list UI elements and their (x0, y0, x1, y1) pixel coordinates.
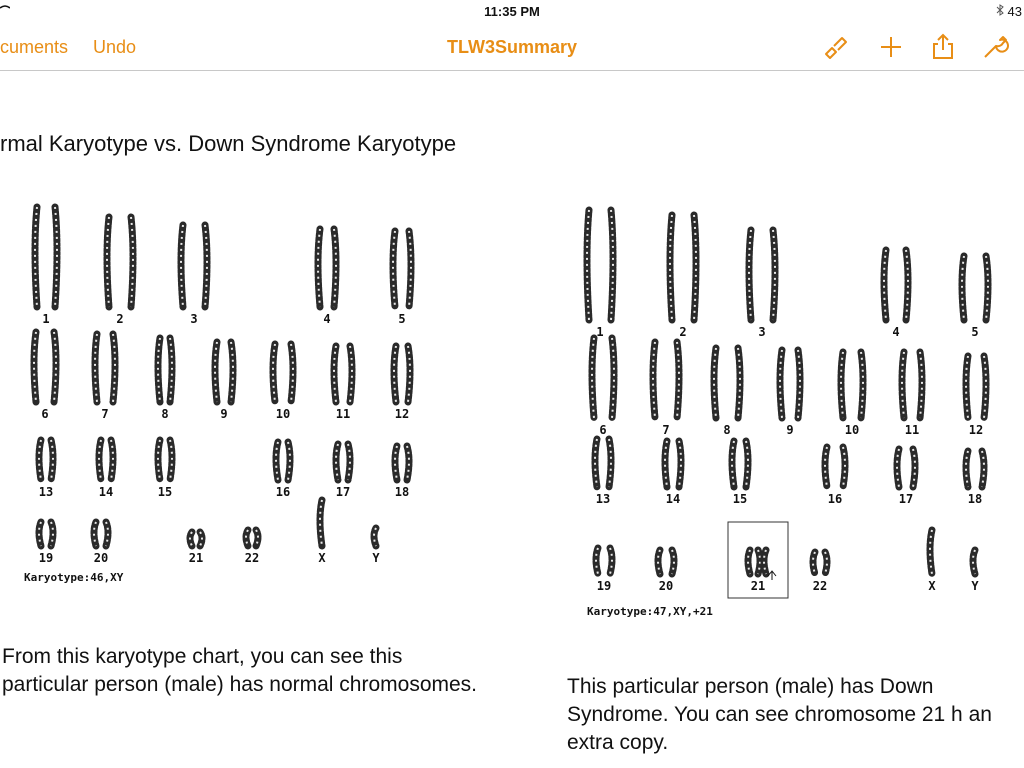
normal-chromosome-6 (54, 332, 56, 402)
normal-chromosome-2 (131, 217, 133, 307)
down-chromosome-22 (825, 552, 827, 574)
normal-chromosome-22 (256, 530, 258, 546)
down-karyotype-image (570, 200, 1024, 635)
down-chromosome-20 (658, 550, 660, 574)
bluetooth-icon (996, 4, 1008, 19)
normal-chromosomes (34, 207, 411, 546)
down-chromosome-6 (612, 338, 614, 418)
normal-label-2: 2 (116, 312, 124, 326)
normal-chromosome-12 (394, 346, 396, 402)
down-chromosome-5 (986, 256, 988, 320)
share-icon[interactable] (928, 32, 958, 62)
normal-label-20: 20 (93, 551, 109, 565)
normal-chromosome-5 (393, 231, 395, 307)
down-label-13: 13 (595, 492, 611, 506)
document-heading: rmal Karyotype vs. Down Syndrome Karyotype (0, 131, 457, 156)
down-chromosome-3 (773, 230, 775, 320)
wrench-icon[interactable] (980, 32, 1010, 62)
down-chromosome-15 (746, 441, 748, 487)
normal-chromosome-16 (276, 442, 278, 480)
normal-chromosome-9 (231, 342, 233, 402)
documents-back-button[interactable]: cuments (0, 37, 69, 57)
battery-percent: 43 (1007, 4, 1022, 19)
down-chromosome-20 (672, 550, 674, 574)
down-label-2: 2 (679, 325, 687, 339)
normal-label-12: 12 (394, 407, 410, 421)
down-label-19: 19 (596, 579, 612, 593)
down-caption: This particular person (male) has Down Syndrome. You can see chromosome 21 h an extra copy. (567, 675, 992, 754)
down-chromosome-22 (813, 552, 815, 574)
normal-chromosome-13 (51, 440, 53, 480)
normal-label-17: 17 (335, 485, 351, 499)
normal-label-19: 19 (38, 551, 54, 565)
normal-chromosome-22 (246, 530, 248, 546)
down-chromosome-16 (843, 447, 845, 487)
normal-label-9: 9 (220, 407, 228, 421)
down-chromosome-11 (920, 352, 922, 418)
down-chromosome-15 (732, 441, 734, 487)
down-label-15: 15 (732, 492, 748, 506)
normal-label-11: 11 (335, 407, 351, 421)
down-chromosome-21 (764, 550, 766, 574)
down-label-20: 20 (658, 579, 674, 593)
down-chromosome-9 (780, 350, 782, 418)
down-label-14: 14 (665, 492, 681, 506)
normal-label-10: 10 (275, 407, 291, 421)
normal-chromosome-Y (374, 528, 376, 546)
normal-chromosome-20 (94, 522, 96, 546)
normal-karyotype-image (0, 190, 470, 605)
down-label-Y: Y (971, 579, 979, 593)
down-chromosome-16 (825, 447, 827, 487)
down-chromosome-7 (653, 342, 655, 418)
down-karyotype-svg (570, 200, 1024, 630)
normal-label-14: 14 (98, 485, 114, 499)
plus-icon[interactable] (876, 32, 906, 62)
down-chromosome-4 (884, 250, 886, 320)
down-chromosome-2 (694, 215, 696, 320)
normal-label-21: 21 (188, 551, 204, 565)
down-label-1: 1 (596, 325, 604, 339)
normal-label-13: 13 (38, 485, 54, 499)
normal-label-22: 22 (244, 551, 260, 565)
down-chromosome-11 (902, 352, 904, 418)
down-chromosome-19 (596, 548, 598, 574)
normal-label-8: 8 (161, 407, 169, 421)
down-chromosome-2 (670, 215, 672, 320)
down-chromosomes (587, 210, 988, 574)
down-label-18: 18 (967, 492, 983, 506)
status-time: 11:35 PM (484, 4, 540, 19)
paintbrush-icon[interactable] (820, 32, 850, 62)
down-chromosome-17 (913, 449, 915, 487)
normal-chromosome-12 (408, 346, 410, 402)
arrow-up-icon (768, 571, 776, 580)
normal-chromosome-6 (34, 332, 36, 402)
normal-chromosome-18 (395, 446, 397, 480)
normal-chromosome-11 (350, 346, 352, 402)
normal-label-4: 4 (323, 312, 331, 326)
normal-chromosome-13 (39, 440, 41, 480)
normal-chromosome-14 (99, 440, 101, 480)
normal-chromosome-1 (35, 207, 37, 307)
down-chromosome-6 (592, 338, 594, 418)
down-chromosome-12 (984, 356, 986, 418)
normal-chromosome-5 (409, 231, 411, 307)
down-chromosome-21 (758, 550, 760, 574)
navigation-bar (0, 24, 1024, 71)
down-chromosome-1 (611, 210, 613, 320)
status-right (996, 4, 1022, 19)
normal-chromosome-18 (407, 446, 409, 480)
down-label-9: 9 (786, 423, 794, 437)
normal-chromosome-17 (348, 444, 350, 480)
undo-button[interactable]: Undo (93, 37, 137, 57)
normal-caption: From this karyotype chart, you can see this particular person (male) has normal chromosomes. (2, 645, 478, 696)
down-chromosome-5 (962, 256, 964, 320)
down-label-X: X (928, 579, 936, 593)
normal-chromosome-4 (318, 229, 320, 307)
down-label-17: 17 (898, 492, 914, 506)
down-chromosome-12 (966, 356, 968, 418)
normal-chromosome-8 (158, 338, 160, 402)
down-chromosome-X (930, 530, 932, 574)
normal-chromosome-3 (181, 225, 183, 307)
normal-chromosome-15 (158, 440, 160, 480)
normal-chromosome-17 (336, 444, 338, 480)
down-chromosome-10 (861, 352, 863, 418)
down-chromosome-8 (738, 348, 740, 418)
normal-chromosome-8 (170, 338, 172, 402)
normal-chromosome-7 (95, 334, 97, 402)
down-chromosome-4 (906, 250, 908, 320)
normal-chromosome-9 (215, 342, 217, 402)
normal-chromosome-4 (334, 229, 336, 307)
normal-chromosome-1 (55, 207, 57, 307)
down-chromosome-8 (714, 348, 716, 418)
down-label-4: 4 (892, 325, 900, 339)
status-bar (0, 0, 1024, 24)
down-label-12: 12 (968, 423, 984, 437)
down-chromosome-17 (897, 449, 899, 487)
down-label-6: 6 (599, 423, 607, 437)
down-chromosome-14 (679, 441, 681, 487)
down-chromosome-7 (677, 342, 679, 418)
down-label-10: 10 (844, 423, 860, 437)
normal-chromosome-X (320, 500, 322, 546)
down-label-5: 5 (971, 325, 979, 339)
normal-label-Y: Y (372, 551, 380, 565)
normal-chromosome-10 (291, 344, 293, 402)
normal-chromosome-7 (113, 334, 115, 402)
document-title: TLW3Summary (446, 37, 578, 57)
normal-karyotype-svg (0, 190, 470, 600)
normal-label-6: 6 (41, 407, 49, 421)
normal-label-18: 18 (394, 485, 410, 499)
down-chromosome-19 (610, 548, 612, 574)
down-chromosome-10 (841, 352, 843, 418)
down-chromosome-3 (749, 230, 751, 320)
down-label-3: 3 (758, 325, 766, 339)
down-label-22: 22 (812, 579, 828, 593)
down-chromosome-14 (665, 441, 667, 487)
down-label-8: 8 (723, 423, 731, 437)
normal-chromosome-16 (288, 442, 290, 480)
normal-chromosome-19 (39, 522, 41, 546)
normal-chromosome-11 (334, 346, 336, 402)
down-chromosome-18 (982, 451, 984, 487)
normal-label-16: 16 (275, 485, 291, 499)
normal-karyotype-label: Karyotype:46,XY (24, 571, 124, 584)
down-chromosome-13 (595, 439, 597, 487)
down-label-11: 11 (904, 423, 920, 437)
down-chromosome-13 (609, 439, 611, 487)
normal-chromosome-21 (200, 532, 202, 546)
normal-label-5: 5 (398, 312, 406, 326)
normal-label-X: X (318, 551, 326, 565)
down-chromosome-18 (966, 451, 968, 487)
normal-chromosome-3 (205, 225, 207, 307)
down-chromosome-1 (587, 210, 589, 320)
down-chromosome-9 (798, 350, 800, 418)
normal-chromosome-19 (51, 522, 53, 546)
normal-chromosome-20 (106, 522, 108, 546)
down-label-7: 7 (662, 423, 670, 437)
down-label-16: 16 (827, 492, 843, 506)
down-chromosome-21 (748, 550, 750, 574)
down-chromosome-Y (973, 550, 975, 574)
normal-label-1: 1 (42, 312, 50, 326)
normal-label-15: 15 (157, 485, 173, 499)
down-label-21: 21 (750, 579, 766, 593)
normal-label-3: 3 (190, 312, 198, 326)
normal-chromosome-10 (273, 344, 275, 402)
normal-chromosome-2 (107, 217, 109, 307)
normal-chromosome-15 (170, 440, 172, 480)
normal-label-7: 7 (101, 407, 109, 421)
normal-chromosome-21 (190, 532, 192, 546)
normal-chromosome-14 (111, 440, 113, 480)
down-karyotype-label: Karyotype:47,XY,+21 (587, 605, 713, 618)
